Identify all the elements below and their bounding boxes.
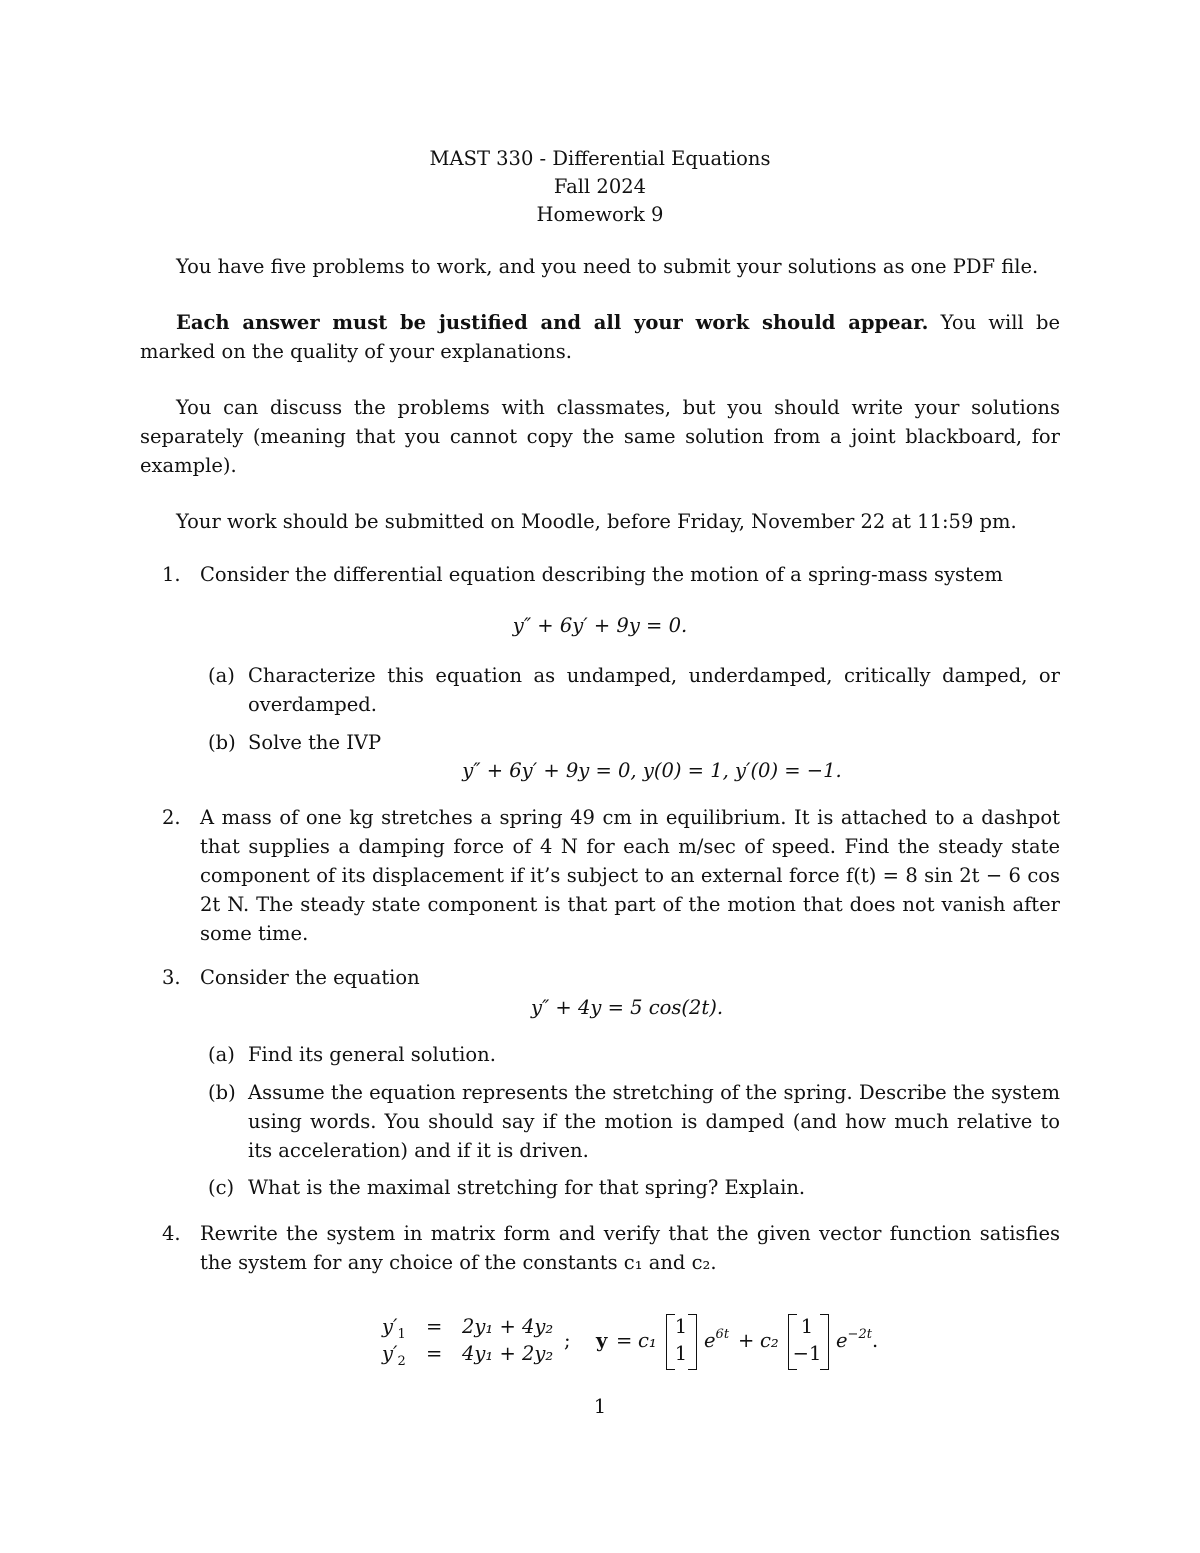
lhs-subscript: 1 (397, 1327, 406, 1342)
problem-3-equation: y″ + 4y = 5 cos(2t). (530, 996, 724, 1019)
lhs-symbol: y′ (382, 1315, 398, 1338)
exponent-2: −2t (847, 1327, 872, 1342)
exponential-2 (836, 1326, 878, 1358)
intro-bold-statement: Each answer must be justified and all your work should appear. (176, 311, 929, 334)
assignment-title: Homework 9 (536, 203, 664, 226)
e-symbol: e (704, 1329, 716, 1352)
intro-paragraph-4: Your work should be submitted on Moodle, before Friday, November 22 at 11:59 pm. (176, 510, 1017, 533)
vector-1-bottom: 1 (674, 1342, 688, 1365)
problem-number: 2. (162, 806, 181, 829)
vector-2-bottom: −1 (792, 1342, 822, 1365)
system-row-2-equals: = (426, 1342, 443, 1365)
part-text: Find its general solution. (248, 1043, 496, 1066)
vector-1-top: 1 (674, 1315, 688, 1338)
page-number: 1 (593, 1395, 607, 1418)
vector-equals: = (616, 1329, 633, 1352)
problem-text: A mass of one kg stretches a spring 49 cm in equilibrium. It is attached to a dashpot that supplies a damping force of 4 N for each m/sec of speed. Find the steady state component of its displacement if it’s subject to an external force f(t) = 8 sin 2t − 6 cos 2t N. The steady state component is that part of the motion that does not vanish after some time. (200, 806, 1060, 945)
intro-paragraph-3: You can discuss the problems with classmates, but you should write your solutions separately (meaning that you cannot copy the same solution from a joint blackboard, for example). (140, 396, 1060, 477)
course-title: MAST 330 - Differential Equations (429, 147, 771, 170)
problem-text: Consider the equation (200, 966, 420, 989)
system-row-2-rhs: 4y₁ + 2y₂ (462, 1342, 554, 1365)
problem-number: 3. (162, 966, 181, 989)
part-label: (b) (208, 731, 236, 754)
plus-sign: + (738, 1329, 755, 1352)
constant-c2: c₂ (760, 1329, 779, 1352)
system-and-solution (370, 1310, 930, 1380)
system-row-2-lhs (382, 1339, 406, 1371)
constant-c1: c₁ (638, 1329, 657, 1352)
separator: ; (564, 1329, 571, 1352)
vector-y: y (596, 1329, 608, 1352)
exponential-1 (704, 1326, 729, 1358)
vector-2-top: 1 (800, 1315, 814, 1338)
lhs-symbol: y′ (382, 1342, 398, 1365)
part-text: Characterize this equation as undamped, underdamped, critically damped, or overdamped. (248, 664, 1060, 716)
right-bracket-1 (688, 1314, 697, 1370)
part-text: Solve the IVP (248, 731, 382, 754)
intro-paragraph-2 (140, 308, 1060, 366)
intro-paragraph-2-rest: You will be marked on the quality of your explanations. (140, 311, 1060, 363)
period: . (871, 1329, 879, 1352)
problem-1-equation: y″ + 6y′ + 9y = 0. (512, 614, 688, 637)
system-row-1-rhs: 2y₁ + 4y₂ (462, 1315, 554, 1338)
term: Fall 2024 (553, 175, 647, 198)
problem-text: Rewrite the system in matrix form and verify that the given vector function satisfies the system for any choice of the constants c₁ and c₂. (200, 1222, 1060, 1274)
lhs-subscript: 2 (397, 1354, 406, 1369)
part-text: Assume the equation represents the stretching of the spring. Describe the system using words. You should say if the motion is damped (and how much relative to its acceleration) and if it is driven. (248, 1081, 1060, 1162)
problem-number: 4. (162, 1222, 181, 1245)
system-row-1-equals: = (426, 1315, 443, 1338)
problem-1b-equation: y″ + 6y′ + 9y = 0, y(0) = 1, y′(0) = −1. (462, 759, 842, 782)
part-label: (a) (208, 664, 235, 687)
right-bracket-2 (820, 1314, 829, 1370)
part-text: What is the maximal stretching for that spring? Explain. (248, 1176, 806, 1199)
e-symbol: e (836, 1329, 848, 1352)
intro-paragraph-1: You have five problems to work, and you need to submit your solutions as one PDF file. (176, 255, 1039, 278)
problem-number: 1. (162, 563, 181, 586)
problem-text: Consider the differential equation describing the motion of a spring-mass system (200, 563, 1003, 586)
part-label: (b) (208, 1081, 236, 1104)
part-label: (a) (208, 1043, 235, 1066)
part-label: (c) (208, 1176, 235, 1199)
exponent-1: 6t (715, 1327, 730, 1342)
